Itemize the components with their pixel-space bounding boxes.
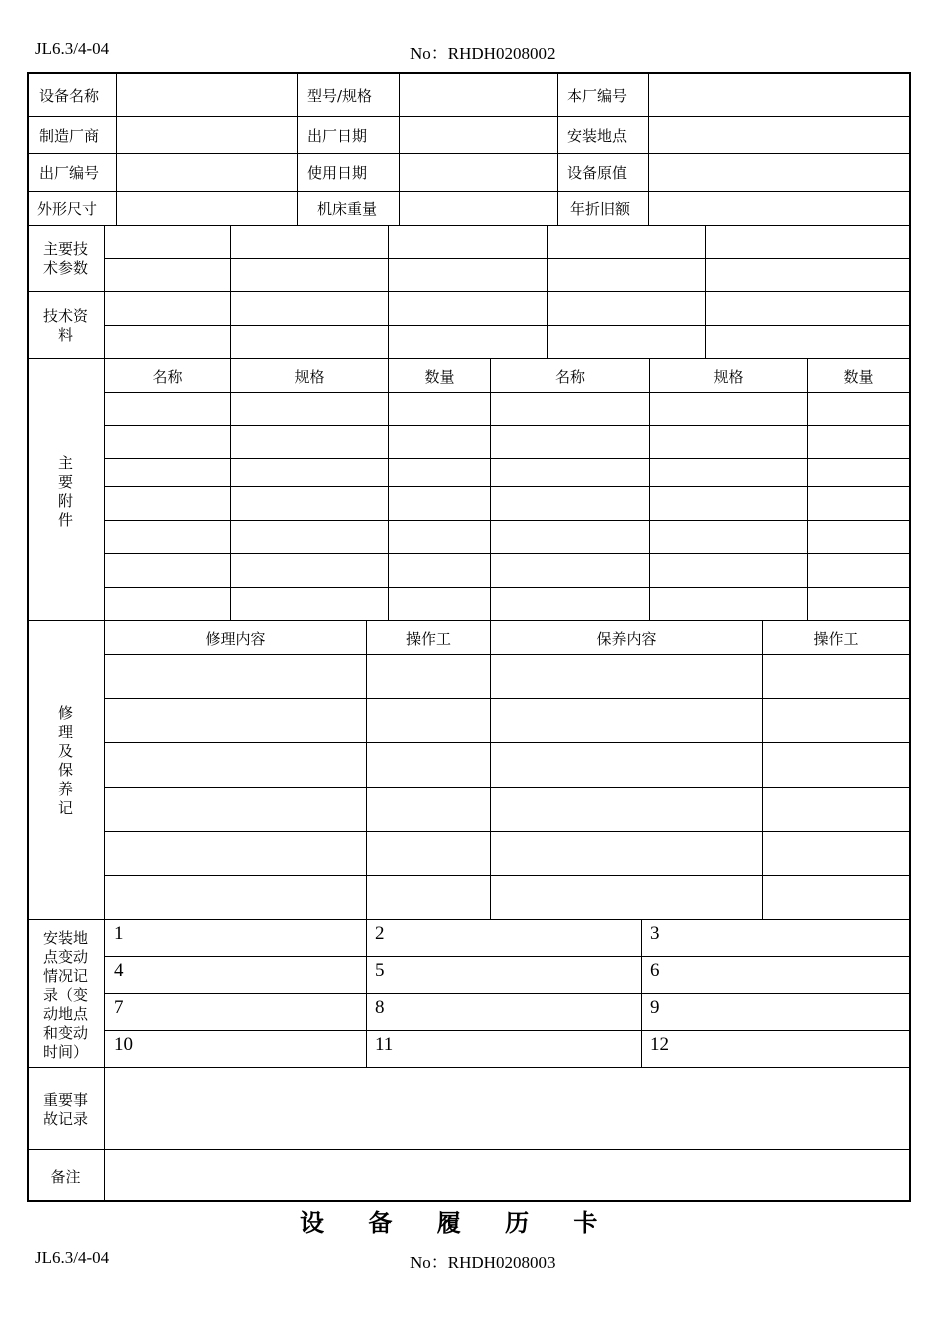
- reloc-10: 10: [114, 1034, 133, 1055]
- label-serial-number: 出厂编号: [39, 164, 100, 182]
- reloc-2: 2: [375, 923, 385, 944]
- label-model-spec: 型号/规格: [307, 87, 373, 105]
- acc-header-name-1: 名称: [152, 368, 183, 386]
- section-maintenance: 修 理 及 保 养 记: [57, 704, 73, 817]
- acc-header-spec-2: 规格: [713, 368, 744, 386]
- next-doc-number: No：RHDH0208003: [410, 1253, 556, 1272]
- reloc-3: 3: [650, 923, 660, 944]
- reloc-6: 6: [650, 960, 660, 981]
- label-factory-number: 本厂编号: [567, 87, 628, 105]
- acc-header-qty-2: 数量: [843, 368, 874, 386]
- doc-code: JL6.3/4-04: [35, 39, 110, 58]
- maint-header-upkeep: 保养内容: [596, 630, 657, 648]
- reloc-5: 5: [375, 960, 385, 981]
- section-accidents: 重要事 故记录: [42, 1091, 88, 1128]
- reloc-8: 8: [375, 997, 385, 1018]
- section-relocation: 安装地 点变动 情况记 录（变 动地点 和变动 时间）: [42, 929, 88, 1061]
- reloc-11: 11: [375, 1034, 394, 1055]
- label-dimensions: 外形尺寸: [37, 200, 98, 218]
- label-machine-weight: 机床重量: [317, 200, 378, 218]
- label-annual-depreciation: 年折旧额: [570, 200, 631, 218]
- label-manufacture-date: 出厂日期: [307, 127, 368, 145]
- equipment-record-form: [27, 72, 911, 1202]
- card-title: 设 备 履 历 卡: [300, 1208, 616, 1237]
- label-original-value: 设备原值: [567, 164, 628, 182]
- doc-number: No：RHDH0208002: [410, 44, 556, 63]
- acc-header-qty-1: 数量: [424, 368, 455, 386]
- section-tech-docs: 技术资 料: [42, 307, 88, 344]
- section-tech-params: 主要技 术参数: [42, 240, 88, 277]
- section-remarks: 备注: [50, 1168, 81, 1186]
- label-manufacturer: 制造厂商: [39, 127, 100, 145]
- label-use-date: 使用日期: [307, 164, 368, 182]
- reloc-7: 7: [114, 997, 124, 1018]
- maint-header-operator-1: 操作工: [405, 630, 451, 648]
- acc-header-name-2: 名称: [554, 368, 585, 386]
- section-accessories: 主 要 附 件: [57, 454, 73, 529]
- next-doc-code: JL6.3/4-04: [35, 1248, 110, 1267]
- reloc-1: 1: [114, 923, 124, 944]
- maint-header-repair: 修理内容: [205, 630, 266, 648]
- reloc-4: 4: [114, 960, 124, 981]
- reloc-9: 9: [650, 997, 660, 1018]
- maint-header-operator-2: 操作工: [813, 630, 859, 648]
- acc-header-spec-1: 规格: [294, 368, 325, 386]
- reloc-12: 12: [650, 1034, 669, 1055]
- label-install-location: 安装地点: [567, 127, 628, 145]
- label-equipment-name: 设备名称: [39, 87, 100, 105]
